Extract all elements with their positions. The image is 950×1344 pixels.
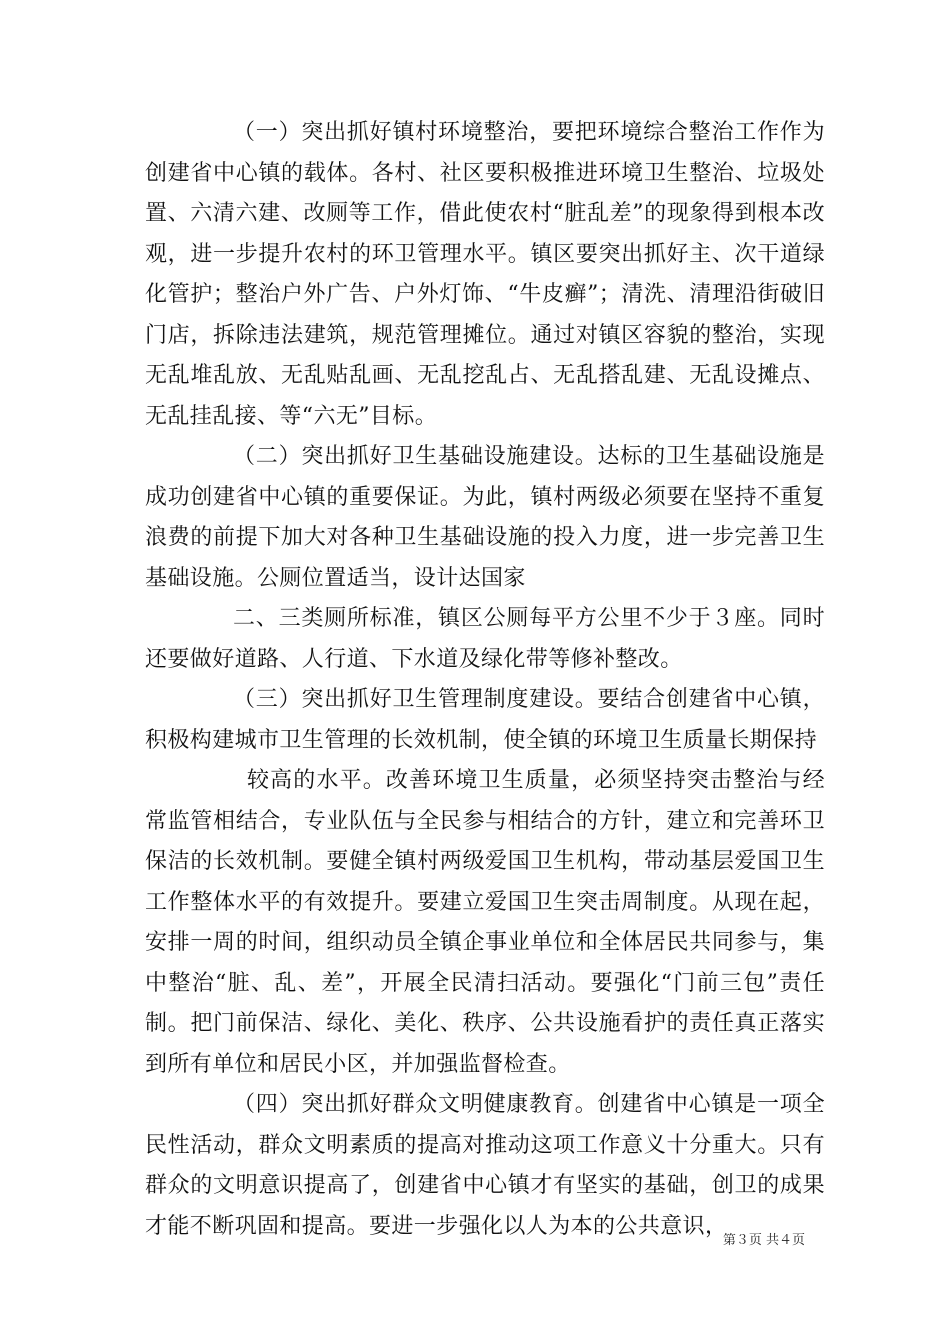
paragraph-management-system: （三）突出抓好卫生管理制度建设。要结合创建省中心镇，积极构建城市卫生管理的长效机制，使全镇的环境卫生质量长期保持 bbox=[145, 687, 825, 753]
paragraph-environment-rectification: （一）突出抓好镇村环境整治，要把环境综合整治工作作为创建省中心镇的载体。各村、社区要积极推进环境卫生整治、垃圾处置、六清六建、改厕等工作，借此使农村“脏乱差”的现象得到根本改观，进一步提升农村的环卫管理水平。镇区要突出抓好主、次干道绿化管护；整治户外广告、户外灯饰、“牛皮癣”；清洗、清理沿街破旧门店，拆除违法建筑，规范管理摊位。通过对镇区容貌的整治，实现无乱堆乱放、无乱贴乱画、无乱挖乱占、无乱搭乱建、无乱设摊点、无乱挂乱接、等“六无”目标。 bbox=[145, 120, 825, 429]
document-body bbox=[145, 113, 825, 1247]
paragraph-management-continued: 较高的水平。改善环境卫生质量，必须坚持突击整治与经常监管相结合，专业队伍与全民参与相结合的方针，建立和完善环卫保洁的长效机制。要健全镇村两级爱国卫生机构，带动基层爱国卫生工作整体水平的有效提升。要建立爱国卫生突击周制度。从现在起，安排一周的时间，组织动员全镇企事业单位和全体居民共同参与，集中整治“脏、乱、差”，开展全民清扫活动。要强化“门前三包”责任制。把门前保洁、绿化、美化、秩序、公共设施看护的责任真正落实到所有单位和居民小区，并加强监督检查。 bbox=[145, 768, 825, 1077]
paragraph-toilet-standards: 二、三类厕所标准，镇区公厕每平方公里不少于３座。同时还要做好道路、人行道、下水道及绿化带等修补整改。 bbox=[145, 606, 825, 672]
paragraph-sanitation-infrastructure: （二）突出抓好卫生基础设施建设。达标的卫生基础设施是成功创建省中心镇的重要保证。为此，镇村两级必须要在坚持不重复浪费的前提下加大对各种卫生基础设施的投入力度，进一步完善卫生基础设施。公厕位置适当，设计达国家 bbox=[145, 444, 825, 591]
page-number-footer: 第３页 共４页 bbox=[722, 1233, 805, 1248]
paragraph-civic-health-education: （四）突出抓好群众文明健康教育。创建省中心镇是一项全民性活动，群众文明素质的提高对推动这项工作意义十分重大。只有群众的文明意识提高了，创建省中心镇才有坚实的基础，创卫的成果才能不断巩固和提高。要进一步强化以人为本的公共意识， bbox=[145, 1092, 825, 1239]
